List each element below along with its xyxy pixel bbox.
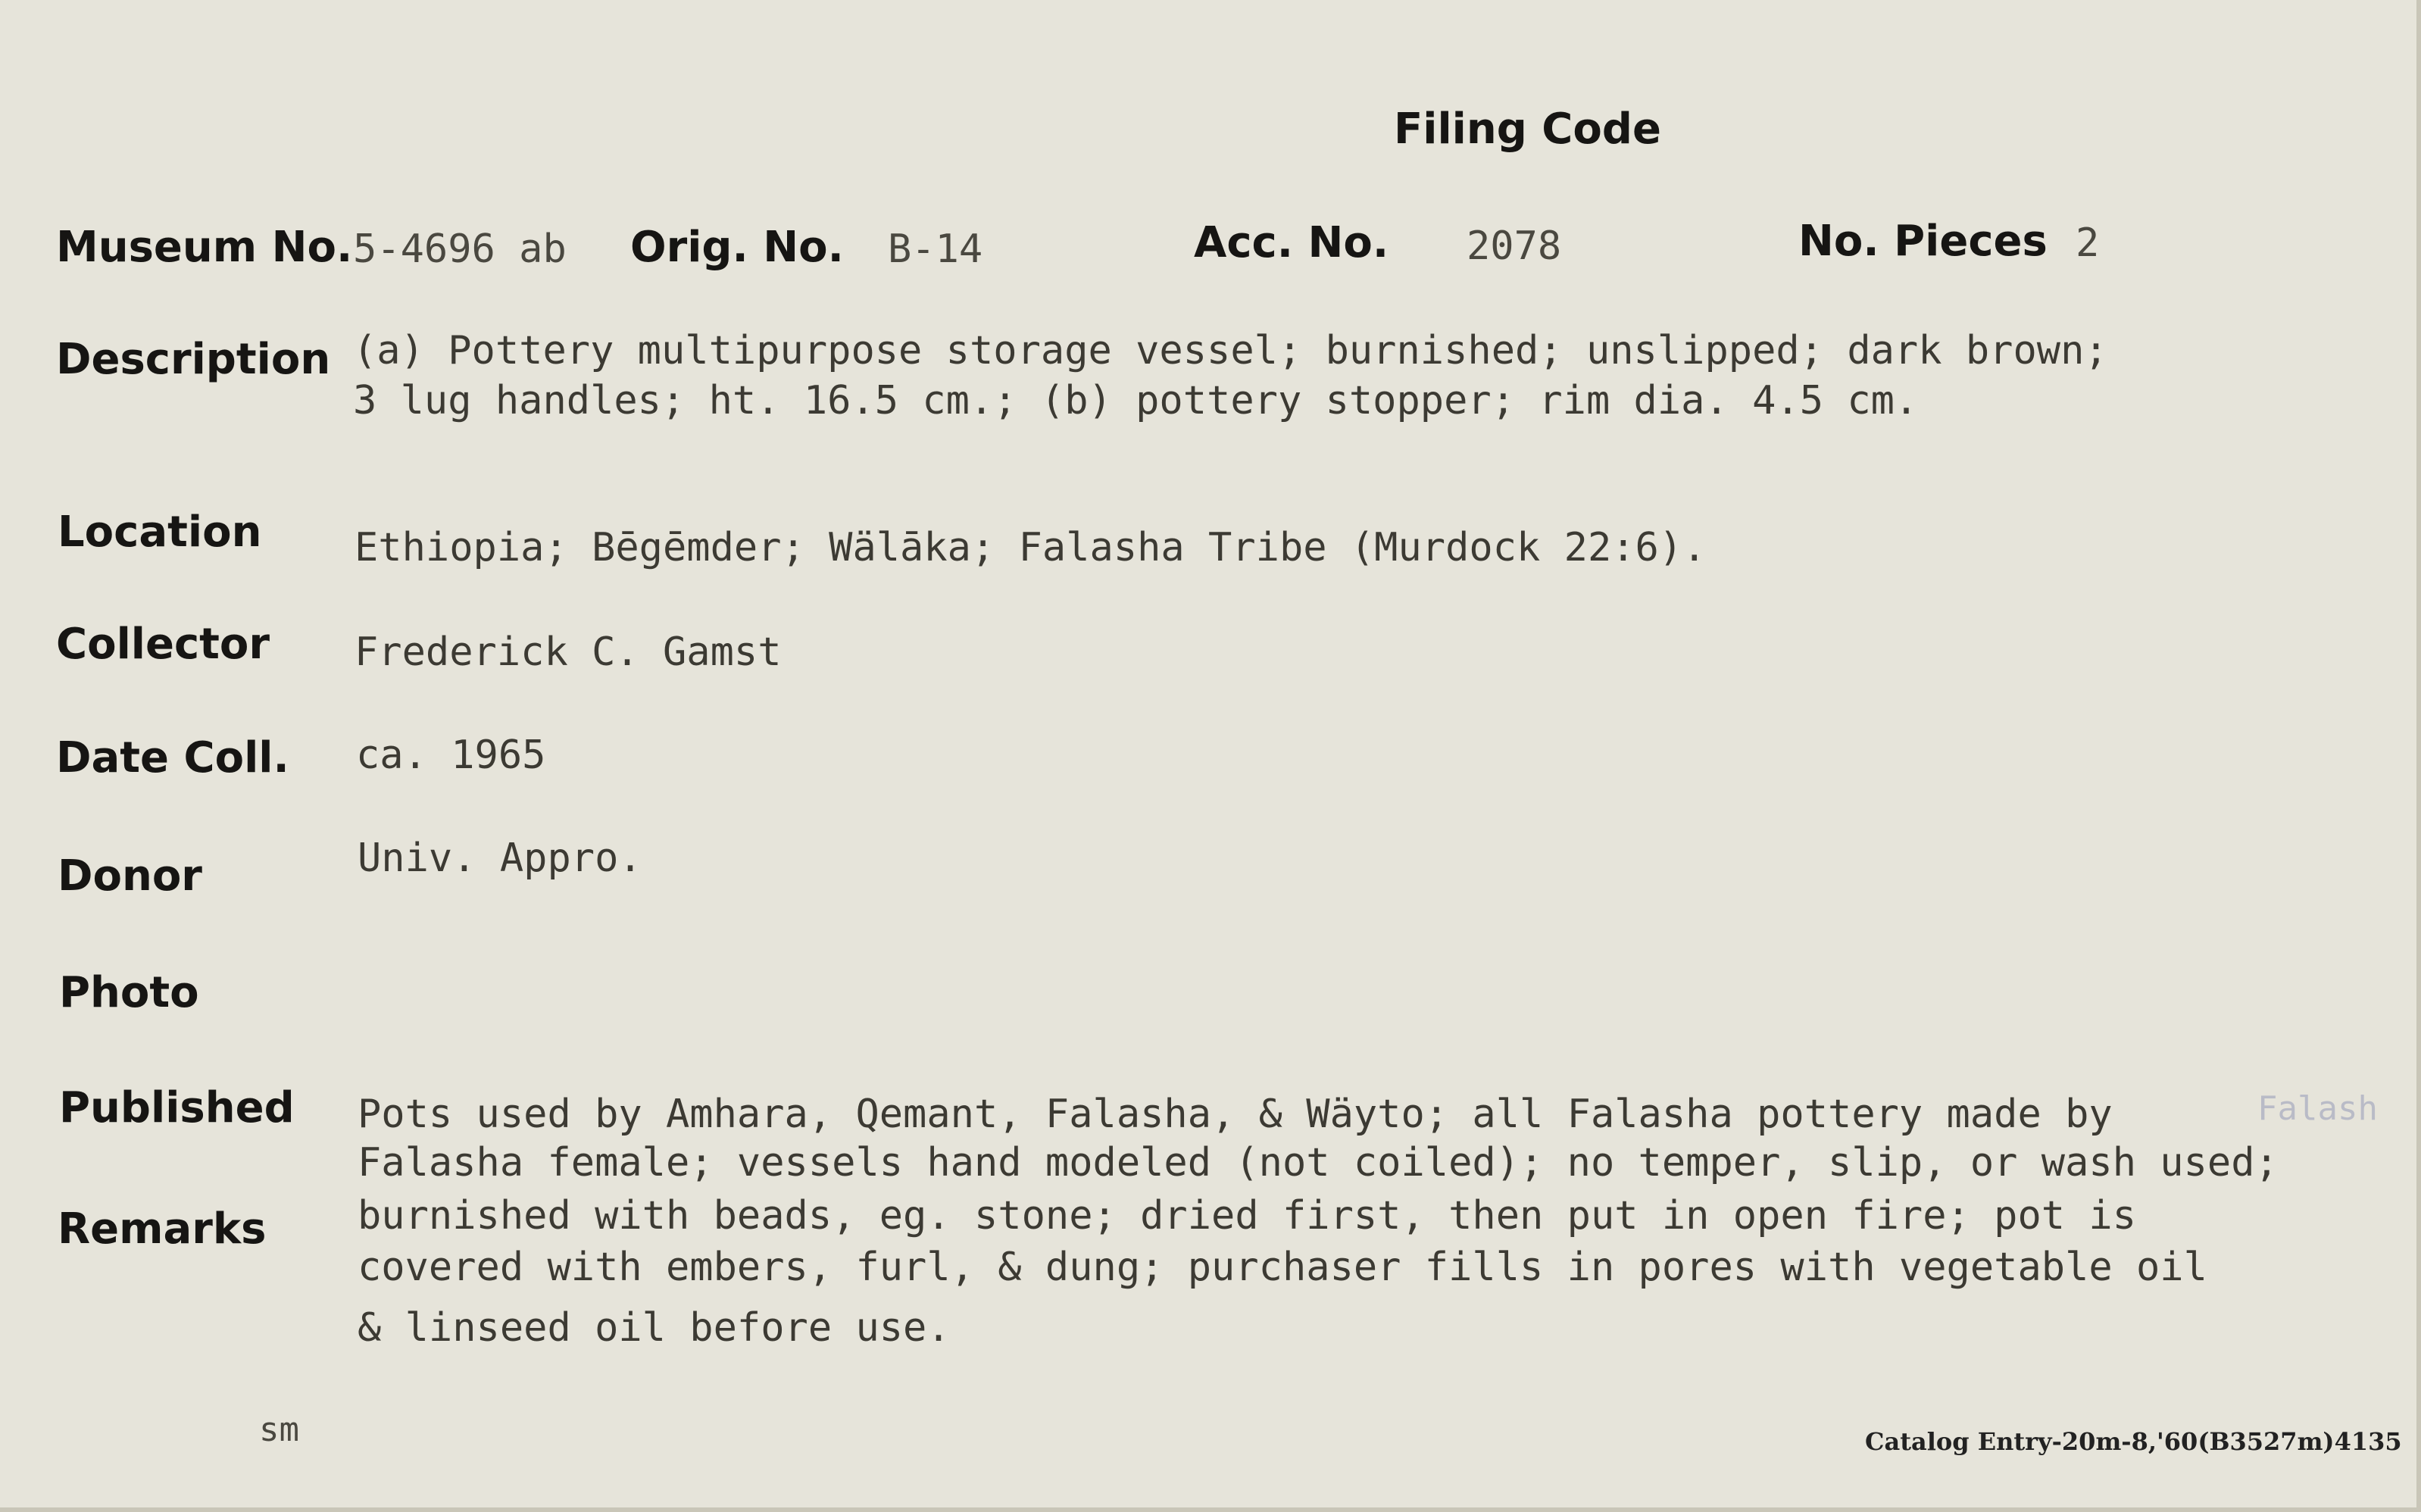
filing-code-label: Filing Code <box>1394 105 1661 154</box>
donor-value: Univ. Appro. <box>358 836 642 881</box>
orig-no-value: B-14 <box>888 226 983 272</box>
collector-value: Frederick C. Gamst <box>355 629 782 675</box>
museum-no-value: 5-4696 ab <box>353 226 567 272</box>
published-label: Published <box>59 1083 295 1132</box>
orig-no-label: Orig. No. <box>630 223 844 272</box>
faint-overtype: Falash <box>2257 1089 2378 1128</box>
remarks-line-3: burnished with beads, eg. stone; dried first, then put in open fire; pot is <box>358 1193 2136 1239</box>
initials: sm <box>259 1410 299 1449</box>
remarks-line-4: covered with embers, furl, & dung; purchaser fills in pores with vegetable oil <box>358 1245 2207 1290</box>
donor-label: Donor <box>58 851 202 901</box>
description-line-1: (a) Pottery multipurpose storage vessel; burnished; unslipped; dark brown; <box>353 328 2108 373</box>
photo-label: Photo <box>59 968 199 1017</box>
museum-no-label: Museum No. <box>56 223 353 272</box>
remarks-line-5: & linseed oil before use. <box>358 1305 951 1351</box>
remarks-line-1: Pots used by Amhara, Qemant, Falasha, & Wäyto; all Falasha pottery made by <box>358 1092 2113 1137</box>
description-line-2: 3 lug handles; ht. 16.5 cm.; (b) pottery stopper; rim dia. 4.5 cm. <box>353 378 1919 423</box>
acc-no-value: 2078 <box>1467 223 1562 269</box>
no-pieces-value: 2 <box>2076 220 2100 266</box>
catalog-footer: Catalog Entry-20m-8,'60(B3527m)4135 <box>1865 1427 2402 1456</box>
location-label: Location <box>58 508 262 557</box>
date-coll-value: ca. 1965 <box>356 733 546 778</box>
acc-no-label: Acc. No. <box>1194 218 1389 267</box>
remarks-line-2: Falasha female; vessels hand modeled (not coiled); no temper, slip, or wash used; <box>358 1140 2279 1186</box>
collector-label: Collector <box>56 620 270 669</box>
location-value: Ethiopia; Bēgēmder; Wälāka; Falasha Tribe (Murdock 22:6). <box>355 525 1707 570</box>
description-label: Description <box>56 335 331 384</box>
no-pieces-label: No. Pieces <box>1798 217 2048 266</box>
date-coll-label: Date Coll. <box>56 733 289 783</box>
remarks-label: Remarks <box>58 1204 267 1254</box>
